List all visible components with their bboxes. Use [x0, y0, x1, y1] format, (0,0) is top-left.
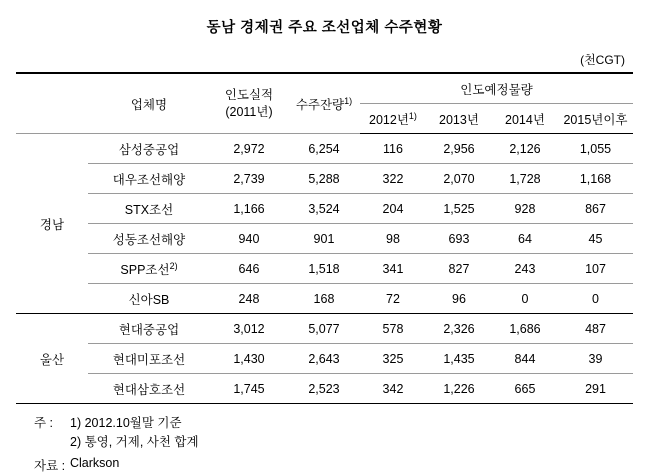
planned-2012: 116 [360, 134, 426, 164]
shipbuilding-orders-table [16, 72, 633, 404]
delivery-2011: 2,739 [210, 164, 288, 194]
planned-2014: 64 [492, 224, 558, 254]
backlog: 6,254 [288, 134, 360, 164]
planned-2013: 693 [426, 224, 492, 254]
planned-2014: 928 [492, 194, 558, 224]
notes-label: 주 : [34, 416, 54, 430]
planned-2014: 243 [492, 254, 558, 284]
header-backlog [288, 73, 360, 134]
delivery-2011: 940 [210, 224, 288, 254]
backlog: 2,643 [288, 344, 360, 374]
planned-2014: 0 [492, 284, 558, 314]
planned-2013: 1,226 [426, 374, 492, 404]
planned-2013: 2,326 [426, 314, 492, 344]
planned-2012: 578 [360, 314, 426, 344]
planned-2015-after: 487 [558, 314, 633, 344]
planned-2015-after: 867 [558, 194, 633, 224]
company-name: STX조선 [88, 194, 210, 224]
backlog: 5,288 [288, 164, 360, 194]
header-planned-2012 [360, 104, 426, 134]
table-header [16, 73, 633, 134]
planned-2013: 96 [426, 284, 492, 314]
table-row [16, 344, 633, 374]
unit-label: (천CGT) [580, 53, 625, 67]
header-delivery-actual-line1: 인도실적 [224, 87, 274, 102]
planned-2015-after: 1,168 [558, 164, 633, 194]
region-label-ulsan: 울산 [16, 314, 88, 404]
table-row [16, 224, 633, 254]
company-name: 현대중공업 [88, 314, 210, 344]
header-planned-2014: 2014년 [505, 112, 545, 127]
header-delivery-actual-line2: (2011년) [225, 104, 273, 119]
planned-2012: 322 [360, 164, 426, 194]
header-planned-2012-label: 2012년 [369, 112, 409, 127]
delivery-2011: 3,012 [210, 314, 288, 344]
delivery-2011: 1,430 [210, 344, 288, 374]
planned-2013: 1,525 [426, 194, 492, 224]
header-company-name: 업체명 [88, 73, 210, 134]
header-blank-region [16, 73, 88, 134]
company-name: 대우조선해양 [88, 164, 210, 194]
company-name: 신아SB [88, 284, 210, 314]
planned-2015-after: 39 [558, 344, 633, 374]
planned-2013: 827 [426, 254, 492, 284]
table-row [16, 134, 633, 164]
planned-2014: 665 [492, 374, 558, 404]
backlog: 3,524 [288, 194, 360, 224]
table-row [16, 254, 633, 284]
header-planned-2015-after: 2015년이후 [563, 112, 628, 127]
planned-2013: 2,956 [426, 134, 492, 164]
source-label: 자료 : [34, 458, 66, 473]
delivery-2011: 1,166 [210, 194, 288, 224]
planned-2015-after: 0 [558, 284, 633, 314]
header-planned-2013: 2013년 [439, 112, 479, 127]
company-name-label: SPP조선 [120, 262, 170, 277]
table-row [16, 284, 633, 314]
note-item-1: 1) 2012.10월말 기준 [70, 416, 182, 430]
planned-2015-after: 1,055 [558, 134, 633, 164]
planned-2012: 72 [360, 284, 426, 314]
region-label-gyeongnam: 경남 [16, 134, 88, 314]
source-value: Clarkson [70, 455, 120, 470]
company-name: 삼성중공업 [88, 134, 210, 164]
delivery-2011: 248 [210, 284, 288, 314]
planned-2012: 341 [360, 254, 426, 284]
backlog: 901 [288, 224, 360, 254]
planned-2015-after: 107 [558, 254, 633, 284]
planned-2013: 2,070 [426, 164, 492, 194]
backlog: 1,518 [288, 254, 360, 284]
source-line [34, 456, 649, 474]
planned-2012: 204 [360, 194, 426, 224]
header-backlog-label: 수주잔량 [295, 97, 345, 112]
header-backlog-footnote: 1) [344, 95, 353, 106]
company-name: 현대삼호조선 [88, 374, 210, 404]
page-title: 동남 경제권 주요 조선업체 수주현황 [206, 20, 443, 36]
note-row-1 [34, 414, 649, 433]
delivery-2011: 1,745 [210, 374, 288, 404]
planned-2015-after: 45 [558, 224, 633, 254]
table-row [16, 164, 633, 194]
header-row-1 [16, 73, 633, 104]
delivery-2011: 646 [210, 254, 288, 284]
company-name: 성동조선해양 [88, 224, 210, 254]
delivery-2011: 2,972 [210, 134, 288, 164]
company-name [88, 254, 210, 284]
company-name: 현대미포조선 [88, 344, 210, 374]
planned-2014: 1,728 [492, 164, 558, 194]
planned-2015-after: 291 [558, 374, 633, 404]
table-row [16, 194, 633, 224]
planned-2014: 2,126 [492, 134, 558, 164]
backlog: 2,523 [288, 374, 360, 404]
planned-2012: 98 [360, 224, 426, 254]
header-planned-group: 인도예정물량 [360, 73, 633, 104]
table-row [16, 314, 633, 344]
header-planned-2012-footnote: 1) [408, 110, 417, 121]
header-delivery-actual [210, 73, 288, 134]
planned-2012: 325 [360, 344, 426, 374]
document-page [0, 16, 649, 473]
table-notes [34, 414, 649, 452]
planned-2012: 342 [360, 374, 426, 404]
planned-2014: 844 [492, 344, 558, 374]
table-body [16, 134, 633, 404]
planned-2013: 1,435 [426, 344, 492, 374]
table-row [16, 374, 633, 404]
planned-2014: 1,686 [492, 314, 558, 344]
backlog: 5,077 [288, 314, 360, 344]
backlog: 168 [288, 284, 360, 314]
note-item-2: 2) 통영, 거제, 사천 합계 [70, 434, 199, 449]
company-name-footnote: 2) [169, 260, 178, 271]
